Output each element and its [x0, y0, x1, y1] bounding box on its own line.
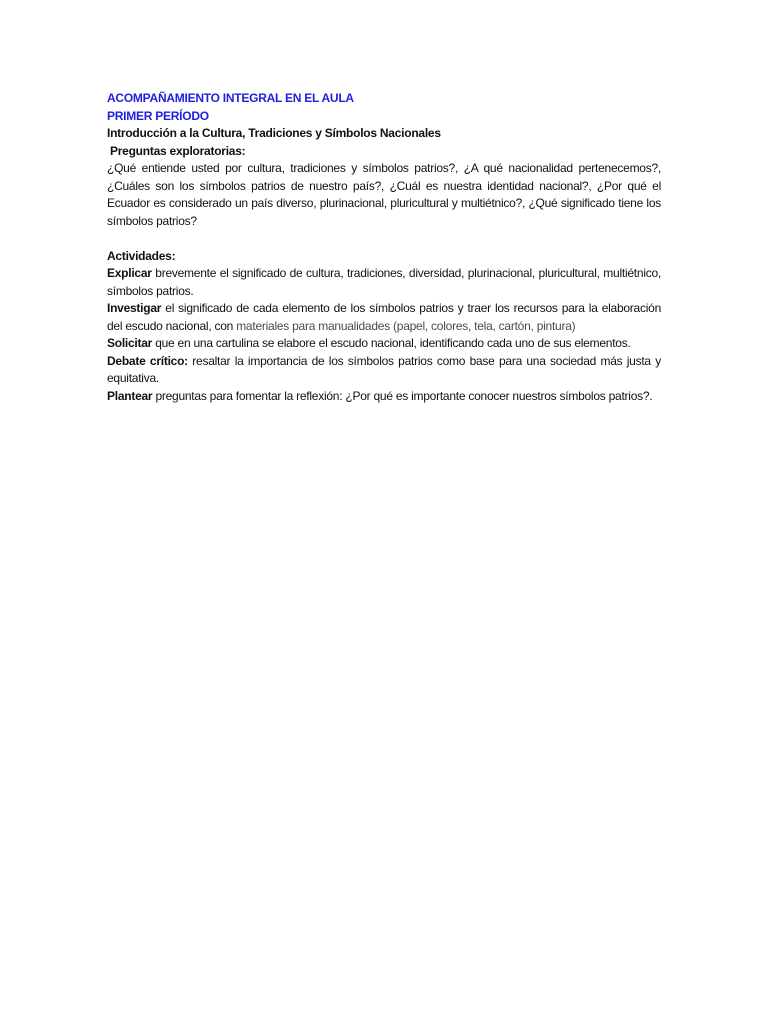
questions-heading: Preguntas exploratorias: [110, 143, 246, 158]
header-period: PRIMER PERÍODO [107, 108, 209, 123]
activity-item [107, 300, 661, 335]
activity-verb: Explicar [107, 266, 152, 280]
activity-item [107, 388, 661, 406]
questions-paragraph: ¿Qué entiende usted por cultura, tradiciones y símbolos patrios?, ¿A qué nacionalidad pertenecemos?, ¿Cuáles son los símbolos patrios de nuestro país?, ¿Cuál es nuestra identidad nacional?, ¿Por qué el Ecuador es considerado un país diverso, plurinacional, pluricultural y multiétnico?, ¿Qué significado tiene los símbolos patrios? [107, 161, 661, 228]
activity-item [107, 353, 661, 388]
activity-text: que en una cartulina se elabore el escudo nacional, identificando cada uno de sus elementos. [152, 336, 631, 350]
activity-text-materials: materiales para manualidades (papel, colores, tela, cartón, pintura) [236, 318, 576, 333]
activity-text: preguntas para fomentar la reflexión: ¿Por qué es importante conocer nuestros símbolos patrios?. [152, 388, 653, 403]
document-subtitle: Introducción a la Cultura, Tradiciones y Símbolos Nacionales [107, 126, 441, 140]
header-title: ACOMPAÑAMIENTO INTEGRAL EN EL AULA [107, 91, 354, 105]
activity-verb: Debate crítico: [107, 353, 188, 368]
activity-text: brevemente el significado de cultura, tradiciones, diversidad, plurinacional, pluricultural, multiétnico, símbolos patrios. [107, 266, 661, 298]
activity-text: resaltar la importancia de los símbolos patrios como base para una sociedad más justa y equitativa. [107, 353, 661, 385]
activity-verb: Plantear [107, 388, 153, 403]
activity-item [107, 265, 661, 300]
section-gap [107, 230, 661, 248]
activity-item [107, 335, 661, 353]
document-page [107, 90, 661, 405]
activities-heading: Actividades: [107, 248, 176, 263]
activity-verb: Solicitar [107, 336, 153, 350]
activity-text: el significado de cada elemento de los símbolos patrios y traer los recursos para la elaboración del escudo nacional, con [107, 301, 661, 333]
activity-verb: Investigar [107, 301, 162, 315]
